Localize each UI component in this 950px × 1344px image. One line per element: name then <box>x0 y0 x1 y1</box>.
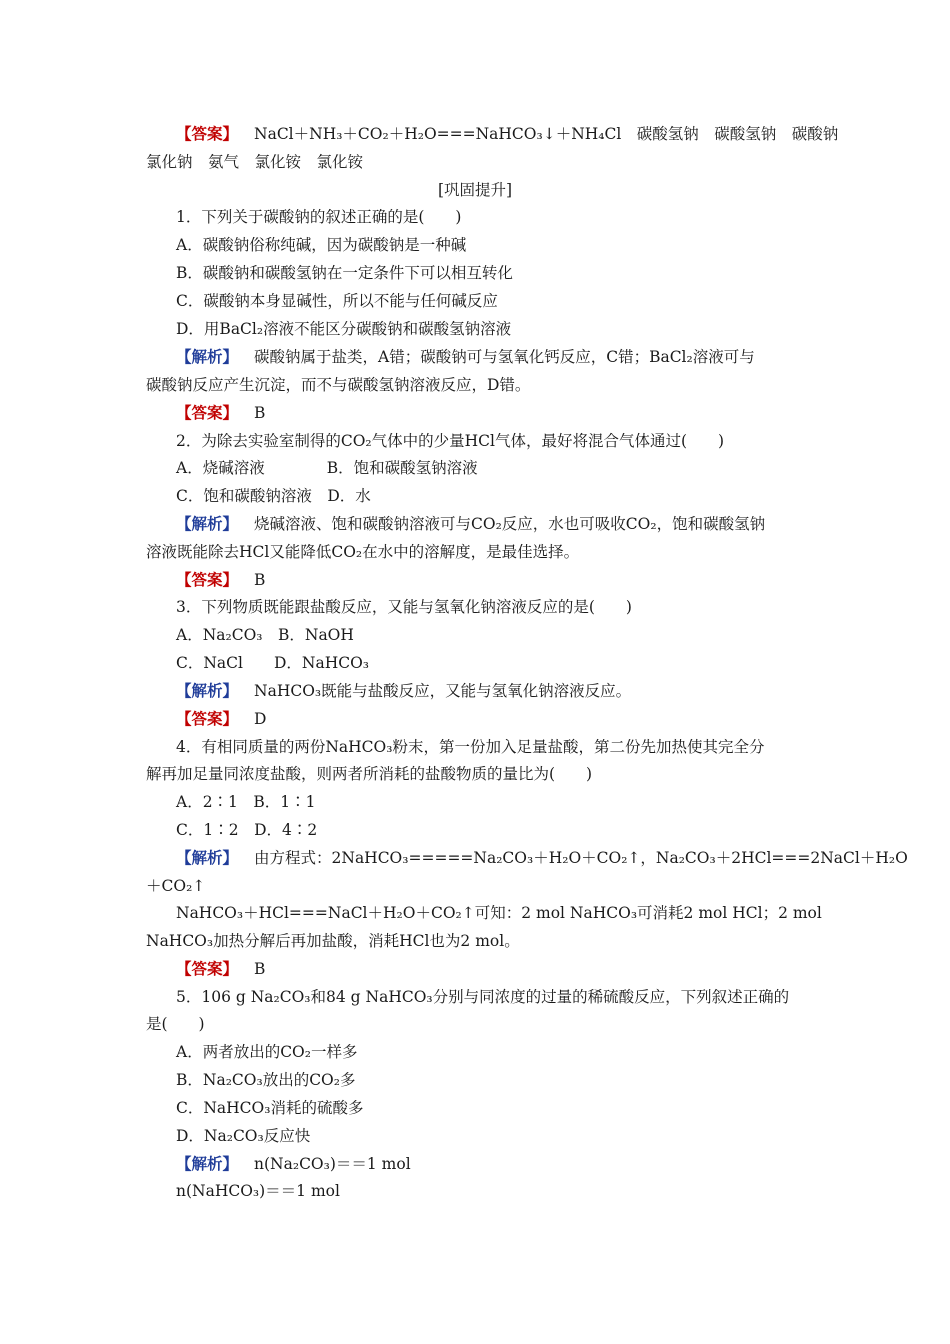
question-5: 5．106 g Na₂CO₃和84 g NaHCO₃分别与同浓度的过量的稀硫酸反应，下列叙述正确的 <box>176 988 790 1006</box>
option-a: A．两者放出的CO₂一样多 <box>176 1043 358 1061</box>
answer-value: B <box>254 571 266 589</box>
question-5-continuation: 是( ) <box>146 1015 205 1033</box>
answer-line <box>176 403 265 423</box>
analysis-line <box>176 347 755 367</box>
analysis-continuation: 碳酸钠反应产生沉淀，而不与碳酸氢钠溶液反应，D错。 <box>146 376 531 394</box>
options-cd: C．NaCl D．NaHCO₃ <box>176 654 370 672</box>
answer-tag: 【答案】 <box>176 124 239 143</box>
analysis-tag: 【解析】 <box>176 347 239 366</box>
analysis-tag: 【解析】 <box>176 681 239 700</box>
option-a: A．碳酸钠俗称纯碱，因为碳酸钠是一种碱 <box>176 236 467 254</box>
answer-value: B <box>254 404 266 422</box>
analysis-continuation: n(NaHCO₃)＝＝1 mol <box>176 1182 340 1200</box>
question-4-continuation: 解再加足量同浓度盐酸，则两者所消耗的盐酸物质的量比为( ) <box>146 765 593 783</box>
options-cd: C．1∶2 D．4∶2 <box>176 821 318 839</box>
answer-value: B <box>254 960 266 978</box>
answer-line <box>176 570 265 590</box>
analysis-tag: 【解析】 <box>176 514 239 533</box>
option-c: C．碳酸钠本身显碱性，所以不能与任何碱反应 <box>176 292 498 310</box>
analysis-tag: 【解析】 <box>176 1154 239 1173</box>
section-heading: [巩固提升] <box>437 181 513 199</box>
answer-value: D <box>254 710 267 728</box>
analysis-text: 碳酸钠属于盐类，A错；碳酸钠可与氢氧化钙反应，C错；BaCl₂溶液可与 <box>254 348 755 366</box>
analysis-text: 由方程式：2NaHCO₃=====Na₂CO₃＋H₂O＋CO₂↑，Na₂CO₃＋2HCl===2NaCl＋H₂O <box>254 849 908 867</box>
answer-tag: 【答案】 <box>176 570 239 589</box>
answer-tag: 【答案】 <box>176 959 239 978</box>
analysis-tag: 【解析】 <box>176 848 239 867</box>
analysis-text: n(Na₂CO₃)＝＝1 mol <box>254 1155 411 1173</box>
analysis-continuation: ＋CO₂↑ <box>146 877 206 895</box>
option-d: D．用BaCl₂溶液不能区分碳酸钠和碳酸氢钠溶液 <box>176 320 512 338</box>
option-b: B．Na₂CO₃放出的CO₂多 <box>176 1071 356 1089</box>
options-ab: A．2∶1 B．1∶1 <box>176 793 316 811</box>
analysis-line <box>176 848 908 868</box>
answer-continuation: 氯化钠 氨气 氯化铵 氯化铵 <box>146 153 364 171</box>
question-2: 2．为除去实验室制得的CO₂气体中的少量HCl气体，最好将混合气体通过( ) <box>176 432 725 450</box>
analysis-text: 烧碱溶液、饱和碳酸钠溶液可与CO₂反应，水也可吸收CO₂，饱和碳酸氢钠 <box>254 515 766 533</box>
analysis-text: NaHCO₃既能与盐酸反应，又能与氢氧化钠溶液反应。 <box>254 682 632 700</box>
analysis-line <box>176 514 765 534</box>
answer-line <box>176 959 265 979</box>
answer-line <box>176 709 266 729</box>
question-1: 1．下列关于碳酸钠的叙述正确的是( ) <box>176 208 462 226</box>
option-b: B．碳酸钠和碳酸氢钠在一定条件下可以相互转化 <box>176 264 513 282</box>
analysis-line <box>176 681 631 701</box>
options-ab: A．Na₂CO₃ B．NaOH <box>176 626 354 644</box>
analysis-line <box>176 1154 411 1174</box>
options-ab: A．烧碱溶液 B．饱和碳酸氢钠溶液 <box>176 459 478 477</box>
answer-tag: 【答案】 <box>176 709 239 728</box>
options-cd: C．饱和碳酸钠溶液 D．水 <box>176 487 371 505</box>
question-4: 4．有相同质量的两份NaHCO₃粉末，第一份加入足量盐酸，第二份先加热使其完全分 <box>176 738 765 756</box>
analysis-continuation: NaHCO₃加热分解后再加盐酸，消耗HCl也为2 mol。 <box>146 932 520 950</box>
option-c: C．NaHCO₃消耗的硫酸多 <box>176 1099 364 1117</box>
analysis-continuation: NaHCO₃＋HCl===NaCl＋H₂O＋CO₂↑可知：2 mol NaHCO₃可消耗2 mol HCl；2 mol <box>176 904 822 922</box>
answer-tag: 【答案】 <box>176 403 239 422</box>
option-d: D．Na₂CO₃反应快 <box>176 1127 311 1145</box>
answer-line <box>176 124 838 144</box>
answer-text: NaCl＋NH₃＋CO₂＋H₂O===NaHCO₃↓＋NH₄Cl 碳酸氢钠 碳酸氢钠 碳酸钠 <box>254 125 839 143</box>
question-3: 3．下列物质既能跟盐酸反应，又能与氢氧化钠溶液反应的是( ) <box>176 598 632 616</box>
analysis-continuation: 溶液既能除去HCl又能降低CO₂在水中的溶解度，是最佳选择。 <box>146 543 580 561</box>
